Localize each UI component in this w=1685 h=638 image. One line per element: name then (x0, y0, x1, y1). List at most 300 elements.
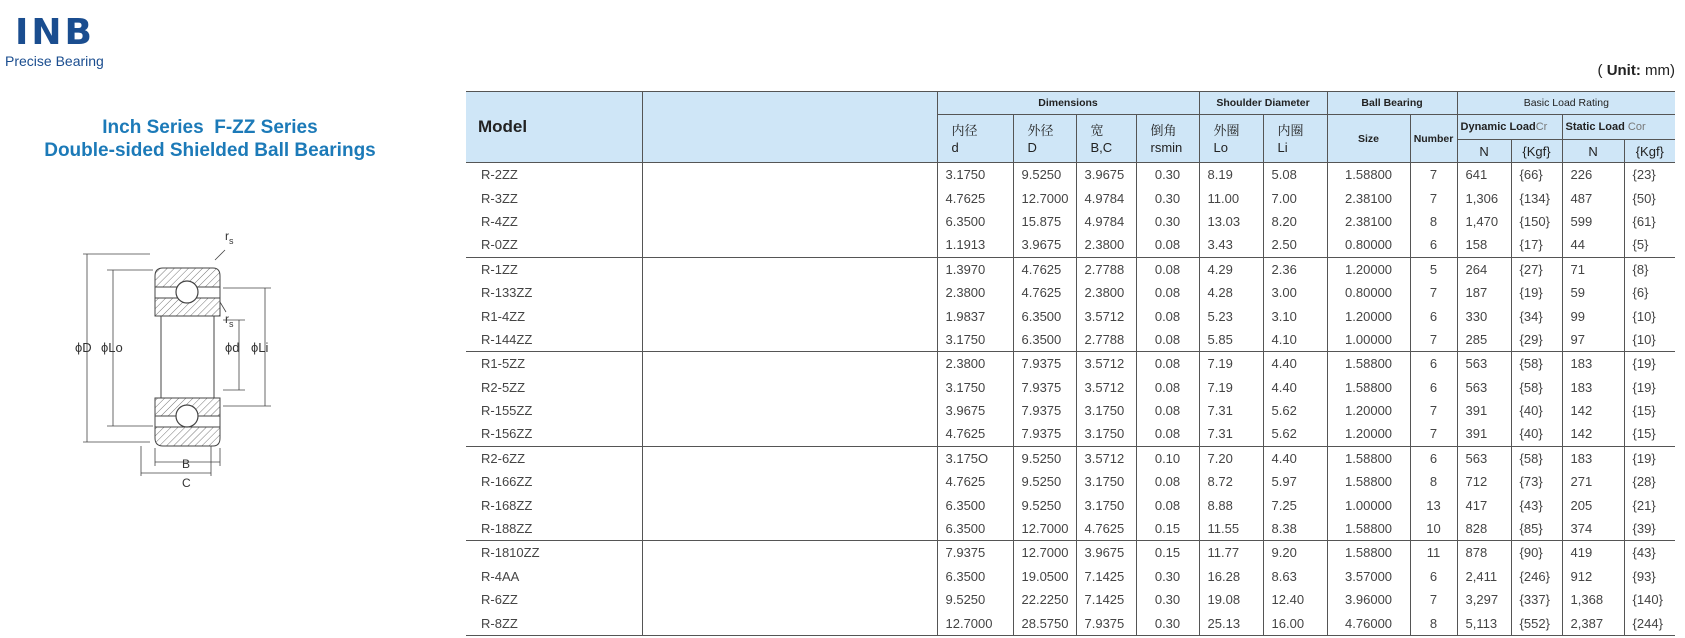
cell-dyn-n: 1,470 (1457, 210, 1511, 233)
cell-dyn-n: 187 (1457, 281, 1511, 304)
cell-spacer (642, 233, 937, 257)
page-title (0, 116, 420, 162)
cell-spacer (642, 588, 937, 611)
cell-dyn-n: 563 (1457, 352, 1511, 376)
cell-model: R-0ZZ (466, 233, 642, 257)
cell-sta-n: 2,387 (1562, 611, 1624, 635)
cell-spacer (642, 186, 937, 209)
cell-dyn-kgf: {85} (1511, 517, 1562, 541)
cell-li: 8.20 (1263, 210, 1327, 233)
unit-value: mm) (1640, 62, 1675, 79)
cell-li: 2.36 (1263, 257, 1327, 281)
cell-dyn-kgf: {29} (1511, 328, 1562, 352)
cell-sta-kgf: {15} (1632, 426, 1656, 442)
cell-model: R-144ZZ (466, 328, 642, 352)
cell-rsmin: 0.30 (1136, 611, 1199, 635)
cell-lo: 7.19 (1199, 352, 1263, 376)
cell-sta-n: 183 (1562, 446, 1624, 470)
cell-model: R-1ZZ (466, 257, 642, 281)
cell-rsmin: 0.08 (1136, 281, 1199, 304)
cell-lo: 11.55 (1199, 517, 1263, 541)
cell-bc: 3.5712 (1076, 304, 1136, 327)
col-model: Model (466, 92, 642, 163)
cell-sta-kgf: {50} (1632, 190, 1656, 206)
cell-size: 0.80000 (1327, 233, 1410, 257)
cell-sta-kgf: {5} (1632, 237, 1649, 253)
cell-number: 6 (1410, 304, 1457, 327)
cell-dyn-n: 3,297 (1457, 588, 1511, 611)
cell-number: 7 (1410, 588, 1457, 611)
cell-sta-n: 183 (1562, 376, 1624, 399)
title-line-2: Double-sided Shielded Ball Bearings (44, 140, 376, 161)
label-phi-D: ϕD (75, 340, 92, 355)
cell-D: 22.2250 (1013, 588, 1076, 611)
cell-D: 28.5750 (1013, 611, 1076, 635)
col-dynamic-n: N (1457, 140, 1511, 163)
col-group-basic-load: Basic Load Rating (1457, 92, 1675, 115)
cell-rsmin: 0.15 (1136, 517, 1199, 541)
cell-dyn-n: 2,411 (1457, 565, 1511, 588)
cell-number: 7 (1410, 186, 1457, 209)
cell-rsmin: 0.10 (1136, 446, 1199, 470)
cell-D: 19.0500 (1013, 565, 1076, 588)
cell-bc: 3.1750 (1076, 470, 1136, 493)
cell-lo: 4.29 (1199, 257, 1263, 281)
col-static-n: N (1562, 140, 1624, 163)
cell-size: 1.58800 (1327, 470, 1410, 493)
table-row (466, 541, 1675, 565)
cell-bc: 2.7788 (1076, 257, 1136, 281)
cell-sta-kgf: {10} (1632, 331, 1656, 347)
cell-li: 4.40 (1263, 352, 1327, 376)
cell-bc: 3.5712 (1076, 376, 1136, 399)
cell-size: 3.96000 (1327, 588, 1410, 611)
cell-li: 4.10 (1263, 328, 1327, 352)
cell-bc: 3.5712 (1076, 352, 1136, 376)
cell-dyn-n: 563 (1457, 376, 1511, 399)
cell-number: 8 (1410, 611, 1457, 635)
cell-sta-kgf: {43} (1624, 541, 1675, 565)
cell-sta-kgf: {8} (1624, 257, 1675, 281)
label-phi-Li: ϕLi (251, 340, 269, 355)
cell-model: R-188ZZ (466, 517, 642, 541)
cell-li: 5.97 (1263, 470, 1327, 493)
cell-li: 5.08 (1263, 163, 1327, 187)
cell-li: 7.25 (1263, 493, 1327, 516)
cell-sta-kgf: {93} (1632, 568, 1656, 584)
cell-lo: 4.28 (1199, 281, 1263, 304)
cell-d: 4.7625 (937, 470, 1013, 493)
title-line-1: Inch Series F-ZZ Series (102, 117, 318, 138)
table-row (466, 470, 1675, 493)
cell-model: R-2ZZ (466, 163, 642, 187)
cell-D: 6.3500 (1013, 304, 1076, 327)
cell-sta-n: 71 (1562, 257, 1624, 281)
cell-dyn-kgf: {134} (1511, 186, 1562, 209)
cell-rsmin: 0.08 (1136, 493, 1199, 516)
cell-dyn-kgf: {73} (1511, 470, 1562, 493)
cell-size: 1.20000 (1327, 304, 1410, 327)
cell-lo: 7.31 (1199, 422, 1263, 446)
cell-spacer (642, 399, 937, 422)
cell-li: 2.50 (1263, 233, 1327, 257)
cell-lo: 3.43 (1199, 233, 1263, 257)
cell-li: 3.10 (1263, 304, 1327, 327)
cell-number: 6 (1410, 565, 1457, 588)
col-size: Size (1327, 115, 1410, 163)
cell-size: 2.38100 (1327, 186, 1410, 209)
label-rs-top: $r_s$ (225, 229, 234, 246)
cell-D: 7.9375 (1013, 376, 1076, 399)
cell-lo: 8.88 (1199, 493, 1263, 516)
col-group-ball: Ball Bearing (1327, 92, 1457, 115)
table-row (466, 493, 1675, 516)
table-row (466, 588, 1675, 611)
table-row (466, 210, 1675, 233)
cell-dyn-kgf: {246} (1511, 565, 1562, 588)
table-row (466, 328, 1675, 352)
cell-number: 8 (1410, 470, 1457, 493)
cell-bc: 3.1750 (1076, 399, 1136, 422)
cell-d: 6.3500 (937, 517, 1013, 541)
cell-d: 3.1750 (937, 163, 1013, 187)
cell-sta-n: 1,368 (1562, 588, 1624, 611)
cell-model: R2-6ZZ (466, 446, 642, 470)
cell-size: 3.57000 (1327, 565, 1410, 588)
table-row (466, 163, 1675, 187)
unit-open: ( (1597, 62, 1607, 79)
cell-number: 6 (1410, 446, 1457, 470)
cell-sta-kgf: {19} (1632, 379, 1656, 395)
cell-sta-n: 59 (1562, 281, 1624, 304)
cell-li: 8.63 (1263, 565, 1327, 588)
cell-d: 6.3500 (937, 565, 1013, 588)
cell-rsmin: 0.30 (1136, 186, 1199, 209)
cell-size: 4.76000 (1327, 611, 1410, 635)
cell-size: 1.58800 (1327, 541, 1410, 565)
cell-rsmin: 0.08 (1136, 257, 1199, 281)
cell-number: 11 (1410, 541, 1457, 565)
col-rsmin: 倒角 rsmin (1136, 115, 1199, 163)
cell-li: 7.00 (1263, 186, 1327, 209)
cell-dyn-n: 330 (1457, 304, 1511, 327)
cell-number: 7 (1410, 281, 1457, 304)
cell-lo: 8.72 (1199, 470, 1263, 493)
cell-li: 16.00 (1263, 611, 1327, 635)
cell-number: 10 (1410, 517, 1457, 541)
cell-number: 7 (1410, 422, 1457, 446)
cell-rsmin: 0.08 (1136, 328, 1199, 352)
cell-dyn-kgf: {58} (1511, 352, 1562, 376)
bearing-diagram (75, 229, 335, 530)
cell-d: 6.3500 (937, 210, 1013, 233)
cell-dyn-kgf: {40} (1511, 399, 1562, 422)
cell-lo: 7.31 (1199, 399, 1263, 422)
cell-number: 5 (1410, 257, 1457, 281)
table-row (466, 352, 1675, 376)
table-row (466, 304, 1675, 327)
cell-D: 4.7625 (1013, 281, 1076, 304)
cell-size: 1.00000 (1327, 328, 1410, 352)
cell-d: 3.1750 (937, 328, 1013, 352)
cell-spacer (642, 210, 937, 233)
col-D: 外径 D (1013, 115, 1076, 163)
cell-rsmin: 0.30 (1136, 210, 1199, 233)
cell-bc: 2.3800 (1076, 233, 1136, 257)
cell-sta-n: 205 (1562, 493, 1624, 516)
cell-rsmin: 0.08 (1136, 470, 1199, 493)
table-row (466, 517, 1675, 541)
cell-dyn-kgf: {27} (1511, 257, 1562, 281)
cell-sta-n: 487 (1562, 186, 1624, 209)
cell-model: R-133ZZ (466, 281, 642, 304)
cell-lo: 5.23 (1199, 304, 1263, 327)
cell-dyn-n: 641 (1457, 163, 1511, 187)
cell-dyn-n: 391 (1457, 422, 1511, 446)
cell-dyn-n: 563 (1457, 446, 1511, 470)
cell-size: 1.20000 (1327, 399, 1410, 422)
cell-model: R-155ZZ (466, 399, 642, 422)
cell-model: R-1810ZZ (466, 541, 642, 565)
label-phi-Lo: ϕLo (101, 340, 123, 355)
cell-D: 3.9675 (1013, 233, 1076, 257)
cell-d: 3.175O (937, 446, 1013, 470)
cell-lo: 25.13 (1199, 611, 1263, 635)
cell-li: 9.20 (1263, 541, 1327, 565)
cell-number: 7 (1410, 163, 1457, 187)
col-li: 内圈 Li (1263, 115, 1327, 163)
cell-sta-kgf: {10} (1632, 308, 1656, 324)
table-row (466, 257, 1675, 281)
col-dynamic-load: Dynamic LoadCr (1457, 115, 1562, 140)
cell-li: 4.40 (1263, 376, 1327, 399)
cell-D: 4.7625 (1013, 257, 1076, 281)
table-row (466, 399, 1675, 422)
cell-dyn-n: 158 (1457, 233, 1511, 257)
cell-bc: 2.3800 (1076, 281, 1136, 304)
cell-number: 7 (1410, 328, 1457, 352)
cell-dyn-n: 417 (1457, 493, 1511, 516)
col-dynamic-kgf: {Kgf} (1511, 140, 1562, 163)
unit-label: Unit: (1606, 62, 1641, 79)
table-row (466, 422, 1675, 446)
cell-lo: 5.85 (1199, 328, 1263, 352)
cell-rsmin: 0.08 (1136, 352, 1199, 376)
col-d: 内径 d (937, 115, 1013, 163)
cell-number: 13 (1410, 493, 1457, 516)
cell-spacer (642, 493, 937, 516)
cell-rsmin: 0.30 (1136, 588, 1199, 611)
cell-D: 7.9375 (1013, 352, 1076, 376)
cell-D: 12.7000 (1013, 186, 1076, 209)
cell-d: 4.7625 (937, 186, 1013, 209)
col-group-dimensions: Dimensions (937, 92, 1199, 115)
cell-model: R2-5ZZ (466, 376, 642, 399)
cell-spacer (642, 304, 937, 327)
cell-sta-kgf: {28} (1632, 474, 1656, 490)
cell-d: 2.3800 (937, 281, 1013, 304)
cell-sta-kgf: {6} (1632, 285, 1649, 301)
cell-model: R-3ZZ (466, 186, 642, 209)
cell-rsmin: 0.08 (1136, 376, 1199, 399)
cell-rsmin: 0.08 (1136, 399, 1199, 422)
cell-size: 1.58800 (1327, 352, 1410, 376)
col-bc: 宽 B,C (1076, 115, 1136, 163)
cell-lo: 7.20 (1199, 446, 1263, 470)
cell-spacer (642, 163, 937, 187)
cell-model: R-156ZZ (466, 422, 642, 446)
cell-sta-n: 226 (1562, 163, 1624, 187)
cell-bc: 3.9675 (1076, 163, 1136, 187)
cell-lo: 16.28 (1199, 565, 1263, 588)
cell-model: R-4AA (466, 565, 642, 588)
label-rs-mid: $r_s$ (225, 312, 234, 329)
cell-size: 1.00000 (1327, 493, 1410, 516)
cell-dyn-n: 878 (1457, 541, 1511, 565)
cell-model: R-6ZZ (466, 588, 642, 611)
cell-bc: 4.7625 (1076, 517, 1136, 541)
cell-li: 12.40 (1263, 588, 1327, 611)
cell-sta-kgf: {140} (1632, 592, 1663, 608)
cell-D: 9.5250 (1013, 493, 1076, 516)
cell-sta-kgf: {61} (1632, 213, 1656, 229)
cell-sta-kgf: {21} (1632, 497, 1656, 513)
cell-spacer (642, 470, 937, 493)
cell-lo: 7.19 (1199, 376, 1263, 399)
cell-dyn-kgf: {19} (1511, 281, 1562, 304)
cell-bc: 2.7788 (1076, 328, 1136, 352)
cell-model: R-168ZZ (466, 493, 642, 516)
cell-sta-n: 97 (1562, 328, 1624, 352)
cell-dyn-kgf: {150} (1511, 210, 1562, 233)
cell-number: 6 (1410, 352, 1457, 376)
cell-spacer (642, 517, 937, 541)
cell-size: 0.80000 (1327, 281, 1410, 304)
cell-dyn-kgf: {58} (1511, 446, 1562, 470)
cell-bc: 3.1750 (1076, 422, 1136, 446)
cell-dyn-kgf: {43} (1511, 493, 1562, 516)
cell-size: 1.58800 (1327, 163, 1410, 187)
cell-sta-n: 271 (1562, 470, 1624, 493)
cell-sta-kgf: {19} (1624, 352, 1675, 376)
col-group-shoulder: Shoulder Diameter (1199, 92, 1327, 115)
cell-dyn-kgf: {552} (1511, 611, 1562, 635)
cell-dyn-n: 391 (1457, 399, 1511, 422)
cell-rsmin: 0.08 (1136, 422, 1199, 446)
table-row (466, 186, 1675, 209)
cell-D: 7.9375 (1013, 399, 1076, 422)
cell-rsmin: 0.08 (1136, 233, 1199, 257)
cell-size: 1.58800 (1327, 376, 1410, 399)
cell-lo: 11.00 (1199, 186, 1263, 209)
cell-spacer (642, 565, 937, 588)
cell-sta-n: 142 (1562, 399, 1624, 422)
cell-dyn-n: 828 (1457, 517, 1511, 541)
cell-sta-kgf: {39} (1632, 521, 1656, 537)
cell-d: 12.7000 (937, 611, 1013, 635)
cell-spacer (642, 541, 937, 565)
cell-li: 8.38 (1263, 517, 1327, 541)
cell-bc: 3.5712 (1076, 446, 1136, 470)
cell-spacer (642, 376, 937, 399)
table-row (466, 611, 1675, 635)
cell-size: 1.58800 (1327, 446, 1410, 470)
bearing-section-bottom (155, 398, 220, 446)
table-row (466, 233, 1675, 257)
cell-d: 7.9375 (937, 541, 1013, 565)
cell-bc: 4.9784 (1076, 186, 1136, 209)
cell-d: 2.3800 (937, 352, 1013, 376)
table-row (466, 281, 1675, 304)
table-row (466, 565, 1675, 588)
cell-rsmin: 0.30 (1136, 565, 1199, 588)
cell-lo: 8.19 (1199, 163, 1263, 187)
cell-bc: 7.9375 (1076, 611, 1136, 635)
cell-rsmin: 0.15 (1136, 541, 1199, 565)
cell-spacer (642, 257, 937, 281)
cell-dyn-kgf: {34} (1511, 304, 1562, 327)
cell-spacer (642, 281, 937, 304)
label-C: C (182, 476, 191, 490)
cell-dyn-n: 264 (1457, 257, 1511, 281)
cell-D: 6.3500 (1013, 328, 1076, 352)
cell-sta-kgf: {23} (1632, 167, 1656, 183)
cell-D: 9.5250 (1013, 163, 1076, 187)
cell-size: 1.58800 (1327, 517, 1410, 541)
cell-dyn-kgf: {40} (1511, 422, 1562, 446)
cell-sta-n: 44 (1562, 233, 1624, 257)
cell-model: R-8ZZ (466, 611, 642, 635)
cell-D: 9.5250 (1013, 470, 1076, 493)
cell-model: R-4ZZ (466, 210, 642, 233)
cell-lo: 13.03 (1199, 210, 1263, 233)
cell-bc: 4.9784 (1076, 210, 1136, 233)
cell-d: 6.3500 (937, 493, 1013, 516)
col-static-kgf: {Kgf} (1624, 140, 1675, 163)
logo-tagline: Precise Bearing (5, 53, 104, 69)
cell-li: 5.62 (1263, 399, 1327, 422)
cell-size: 2.38100 (1327, 210, 1410, 233)
cell-dyn-n: 5,113 (1457, 611, 1511, 635)
cell-d: 4.7625 (937, 422, 1013, 446)
col-number: Number (1410, 115, 1457, 163)
cell-sta-n: 374 (1562, 517, 1624, 541)
cell-sta-n: 599 (1562, 210, 1624, 233)
cell-dyn-n: 712 (1457, 470, 1511, 493)
cell-d: 3.1750 (937, 376, 1013, 399)
cell-dyn-kgf: {58} (1511, 376, 1562, 399)
unit-note (1598, 62, 1675, 79)
logo-mark: INB (15, 12, 95, 53)
cell-D: 9.5250 (1013, 446, 1076, 470)
cell-d: 1.1913 (937, 233, 1013, 257)
cell-size: 1.20000 (1327, 422, 1410, 446)
cell-sta-kgf: {244} (1624, 611, 1675, 635)
cell-D: 12.7000 (1013, 517, 1076, 541)
cell-bc: 7.1425 (1076, 588, 1136, 611)
cell-bc: 7.1425 (1076, 565, 1136, 588)
col-spacer (642, 92, 937, 163)
cell-rsmin: 0.30 (1136, 163, 1199, 187)
cell-number: 6 (1410, 233, 1457, 257)
cell-D: 7.9375 (1013, 422, 1076, 446)
cell-bc: 3.9675 (1076, 541, 1136, 565)
cell-sta-kgf: {15} (1632, 403, 1656, 419)
cell-number: 6 (1410, 376, 1457, 399)
cell-li: 3.00 (1263, 281, 1327, 304)
cell-d: 3.9675 (937, 399, 1013, 422)
brand-logo (5, 12, 104, 69)
